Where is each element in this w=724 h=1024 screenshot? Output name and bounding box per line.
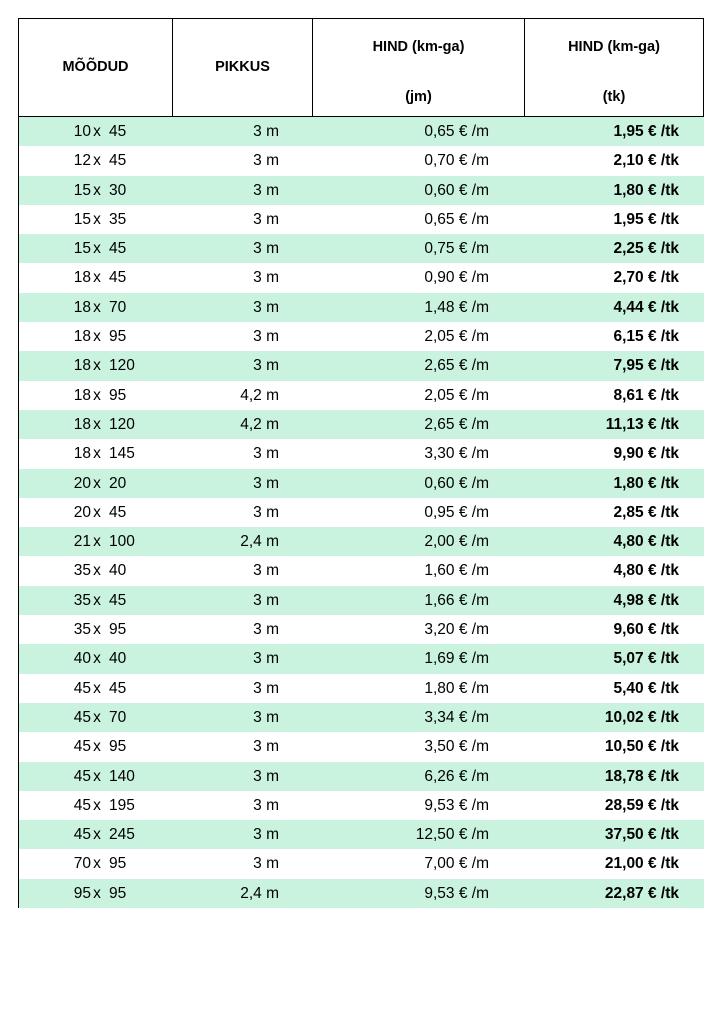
length-cell: 3 m	[253, 621, 279, 639]
table-row	[19, 293, 704, 322]
length-cell: 3 m	[253, 269, 279, 287]
length-cell: 3 m	[253, 826, 279, 844]
length-cell: 2,4 m	[240, 533, 279, 551]
price-per-piece-cell: 8,61 € /tk	[613, 386, 679, 404]
dimension-a: 18	[73, 328, 91, 346]
length-cell: 3 m	[253, 357, 279, 375]
table-row	[19, 879, 704, 908]
dimension-a: 70	[73, 855, 91, 873]
price-per-piece-cell: 5,07 € /tk	[613, 650, 679, 668]
length-cell: 3 m	[253, 708, 279, 726]
length-cell: 3 m	[253, 796, 279, 814]
table-row	[19, 498, 704, 527]
dimension-b: 95	[109, 621, 127, 639]
dimension-a: 15	[73, 181, 91, 199]
length-cell: 3 m	[253, 210, 279, 228]
table-row	[19, 703, 704, 732]
dimension-b: 40	[109, 562, 127, 580]
table-row	[19, 146, 704, 175]
dimension-b: 40	[109, 650, 127, 668]
length-cell: 3 m	[253, 328, 279, 346]
dimension-separator: x	[93, 884, 101, 902]
price-per-piece-cell: 1,80 € /tk	[613, 181, 679, 199]
length-cell: 3 m	[253, 298, 279, 316]
dimension-separator: x	[93, 240, 101, 258]
table-row	[19, 117, 704, 146]
price-per-piece-cell: 1,95 € /tk	[613, 210, 679, 228]
table-row	[19, 732, 704, 761]
price-per-piece-cell: 10,02 € /tk	[604, 708, 679, 726]
price-per-meter-cell: 2,65 € /m	[424, 357, 489, 375]
dimension-b: 45	[109, 269, 127, 287]
price-per-piece-cell: 1,95 € /tk	[613, 123, 679, 140]
price-per-piece-cell: 18,78 € /tk	[604, 767, 679, 785]
price-per-piece-cell: 4,44 € /tk	[613, 298, 679, 316]
price-per-meter-cell: 0,65 € /m	[424, 123, 489, 140]
price-per-meter-cell: 0,60 € /m	[424, 181, 489, 199]
table-body	[18, 117, 704, 908]
dimension-separator: x	[93, 562, 101, 580]
dimension-a: 45	[73, 708, 91, 726]
dimension-b: 120	[109, 415, 135, 433]
table-row	[19, 205, 704, 234]
dimension-a: 35	[73, 562, 91, 580]
length-cell: 3 m	[253, 445, 279, 463]
dimension-b: 35	[109, 210, 127, 228]
dimension-separator: x	[93, 210, 101, 228]
dimension-separator: x	[93, 738, 101, 756]
table-row	[19, 234, 704, 263]
table-row	[19, 439, 704, 468]
length-cell: 4,2 m	[240, 386, 279, 404]
dimension-separator: x	[93, 386, 101, 404]
dimension-separator: x	[93, 415, 101, 433]
dimension-a: 12	[73, 152, 91, 170]
price-per-piece-cell: 37,50 € /tk	[604, 826, 679, 844]
dimension-a: 21	[73, 533, 91, 551]
dimension-separator: x	[93, 123, 101, 140]
price-per-meter-cell: 1,66 € /m	[424, 591, 489, 609]
price-per-piece-cell: 9,90 € /tk	[613, 445, 679, 463]
dimension-separator: x	[93, 357, 101, 375]
dimension-b: 95	[109, 328, 127, 346]
price-per-meter-cell: 0,90 € /m	[424, 269, 489, 287]
price-per-meter-cell: 1,80 € /m	[424, 679, 489, 697]
price-per-piece-cell: 4,98 € /tk	[613, 591, 679, 609]
dimension-separator: x	[93, 474, 101, 492]
price-per-piece-cell: 21,00 € /tk	[604, 855, 679, 873]
dimension-a: 45	[73, 679, 91, 697]
dimension-separator: x	[93, 298, 101, 316]
dimension-separator: x	[93, 591, 101, 609]
table-row	[19, 263, 704, 292]
price-per-meter-cell: 2,05 € /m	[424, 386, 489, 404]
price-per-meter-cell: 0,75 € /m	[424, 240, 489, 258]
dimension-a: 15	[73, 240, 91, 258]
table-row	[19, 322, 704, 351]
dimension-b: 45	[109, 152, 127, 170]
price-per-meter-cell: 2,00 € /m	[424, 533, 489, 551]
length-cell: 3 m	[253, 679, 279, 697]
table-row	[19, 762, 704, 791]
dimension-b: 20	[109, 474, 127, 492]
price-per-piece-cell: 2,25 € /tk	[613, 240, 679, 258]
price-per-piece-cell: 28,59 € /tk	[604, 796, 679, 814]
price-per-meter-cell: 6,26 € /m	[424, 767, 489, 785]
header-dimensions: MÕÕDUD	[19, 19, 173, 117]
table-row	[19, 176, 704, 205]
dimension-separator: x	[93, 855, 101, 873]
price-per-meter-cell: 3,34 € /m	[424, 708, 489, 726]
length-cell: 4,2 m	[240, 415, 279, 433]
price-per-piece-cell: 2,70 € /tk	[613, 269, 679, 287]
table-row	[19, 527, 704, 556]
table-header	[18, 18, 704, 117]
dimension-b: 140	[109, 767, 135, 785]
dimension-b: 95	[109, 738, 127, 756]
dimension-separator: x	[93, 708, 101, 726]
table-row	[19, 556, 704, 585]
dimension-separator: x	[93, 445, 101, 463]
length-cell: 3 m	[253, 474, 279, 492]
dimension-b: 95	[109, 855, 127, 873]
price-per-meter-cell: 2,05 € /m	[424, 328, 489, 346]
length-cell: 3 m	[253, 503, 279, 521]
dimension-a: 95	[73, 884, 91, 902]
dimension-b: 45	[109, 123, 127, 140]
dimension-separator: x	[93, 796, 101, 814]
price-per-piece-cell: 2,10 € /tk	[613, 152, 679, 170]
price-per-meter-cell: 0,95 € /m	[424, 503, 489, 521]
price-per-piece-cell: 4,80 € /tk	[613, 562, 679, 580]
dimension-separator: x	[93, 767, 101, 785]
price-per-piece-cell: 2,85 € /tk	[613, 503, 679, 521]
price-per-piece-cell: 1,80 € /tk	[613, 474, 679, 492]
dimension-b: 95	[109, 884, 127, 902]
dimension-a: 45	[73, 738, 91, 756]
table-row	[19, 791, 704, 820]
dimension-b: 70	[109, 708, 127, 726]
price-table	[18, 18, 704, 908]
table-row	[19, 644, 704, 673]
price-per-piece-cell: 6,15 € /tk	[613, 328, 679, 346]
price-per-meter-cell: 2,65 € /m	[424, 415, 489, 433]
dimension-b: 195	[109, 796, 135, 814]
table-row	[19, 469, 704, 498]
dimension-b: 30	[109, 181, 127, 199]
dimension-separator: x	[93, 328, 101, 346]
length-cell: 3 m	[253, 738, 279, 756]
dimension-a: 18	[73, 445, 91, 463]
dimension-b: 45	[109, 591, 127, 609]
table-row	[19, 381, 704, 410]
length-cell: 2,4 m	[240, 884, 279, 902]
dimension-separator: x	[93, 152, 101, 170]
header-length: PIKKUS	[173, 19, 313, 117]
price-per-meter-cell: 1,60 € /m	[424, 562, 489, 580]
price-per-meter-cell: 3,50 € /m	[424, 738, 489, 756]
dimension-b: 45	[109, 503, 127, 521]
dimension-b: 245	[109, 826, 135, 844]
length-cell: 3 m	[253, 767, 279, 785]
dimension-separator: x	[93, 181, 101, 199]
price-per-piece-cell: 22,87 € /tk	[604, 884, 679, 902]
length-cell: 3 m	[253, 562, 279, 580]
dimension-b: 70	[109, 298, 127, 316]
dimension-separator: x	[93, 621, 101, 639]
length-cell: 3 m	[253, 650, 279, 668]
length-cell: 3 m	[253, 152, 279, 170]
dimension-separator: x	[93, 503, 101, 521]
price-per-meter-cell: 3,30 € /m	[424, 445, 489, 463]
length-cell: 3 m	[253, 591, 279, 609]
dimension-separator: x	[93, 679, 101, 697]
dimension-separator: x	[93, 826, 101, 844]
dimension-a: 20	[73, 503, 91, 521]
dimension-a: 18	[73, 386, 91, 404]
dimension-b: 100	[109, 533, 135, 551]
price-per-meter-cell: 0,70 € /m	[424, 152, 489, 170]
price-per-meter-cell: 0,60 € /m	[424, 474, 489, 492]
dimension-separator: x	[93, 650, 101, 668]
table-row	[19, 849, 704, 878]
dimension-a: 45	[73, 767, 91, 785]
header-price-per-meter: HIND (km-ga) (jm)	[313, 19, 525, 117]
price-per-meter-cell: 0,65 € /m	[424, 210, 489, 228]
dimension-a: 40	[73, 650, 91, 668]
price-per-meter-cell: 12,50 € /m	[415, 826, 489, 844]
dimension-a: 45	[73, 796, 91, 814]
price-per-piece-cell: 11,13 € /tk	[605, 415, 679, 433]
dimension-a: 18	[73, 357, 91, 375]
dimension-a: 20	[73, 474, 91, 492]
dimension-separator: x	[93, 533, 101, 551]
dimension-a: 15	[73, 210, 91, 228]
header-price-per-piece: HIND (km-ga) (tk)	[568, 39, 660, 105]
price-per-piece-cell: 7,95 € /tk	[613, 357, 679, 375]
table-row	[19, 615, 704, 644]
dimension-a: 18	[73, 415, 91, 433]
table-row	[19, 586, 704, 615]
price-per-meter-cell: 9,53 € /m	[424, 796, 489, 814]
price-per-piece-cell: 9,60 € /tk	[613, 621, 679, 639]
dimension-a: 45	[73, 826, 91, 844]
dimension-a: 18	[73, 298, 91, 316]
table-row	[19, 674, 704, 703]
table-row	[19, 351, 704, 380]
price-per-piece-cell: 4,80 € /tk	[613, 533, 679, 551]
dimension-a: 35	[73, 621, 91, 639]
length-cell: 3 m	[253, 855, 279, 873]
price-per-meter-cell: 1,48 € /m	[424, 298, 489, 316]
price-per-meter-cell: 3,20 € /m	[424, 621, 489, 639]
dimension-b: 95	[109, 386, 127, 404]
dimension-separator: x	[93, 269, 101, 287]
price-per-meter-cell: 7,00 € /m	[424, 855, 489, 873]
dimension-a: 35	[73, 591, 91, 609]
table-row	[19, 410, 704, 439]
price-per-piece-cell: 10,50 € /tk	[604, 738, 679, 756]
dimension-b: 45	[109, 679, 127, 697]
dimension-a: 10	[73, 123, 91, 140]
price-per-meter-cell: 9,53 € /m	[424, 884, 489, 902]
length-cell: 3 m	[253, 240, 279, 258]
dimension-b: 45	[109, 240, 127, 258]
dimension-a: 18	[73, 269, 91, 287]
length-cell: 3 m	[253, 181, 279, 199]
table-row	[19, 820, 704, 849]
price-per-meter-cell: 1,69 € /m	[424, 650, 489, 668]
length-cell: 3 m	[253, 123, 279, 140]
dimension-b: 120	[109, 357, 135, 375]
dimension-b: 145	[109, 445, 135, 463]
price-per-piece-cell: 5,40 € /tk	[613, 679, 679, 697]
